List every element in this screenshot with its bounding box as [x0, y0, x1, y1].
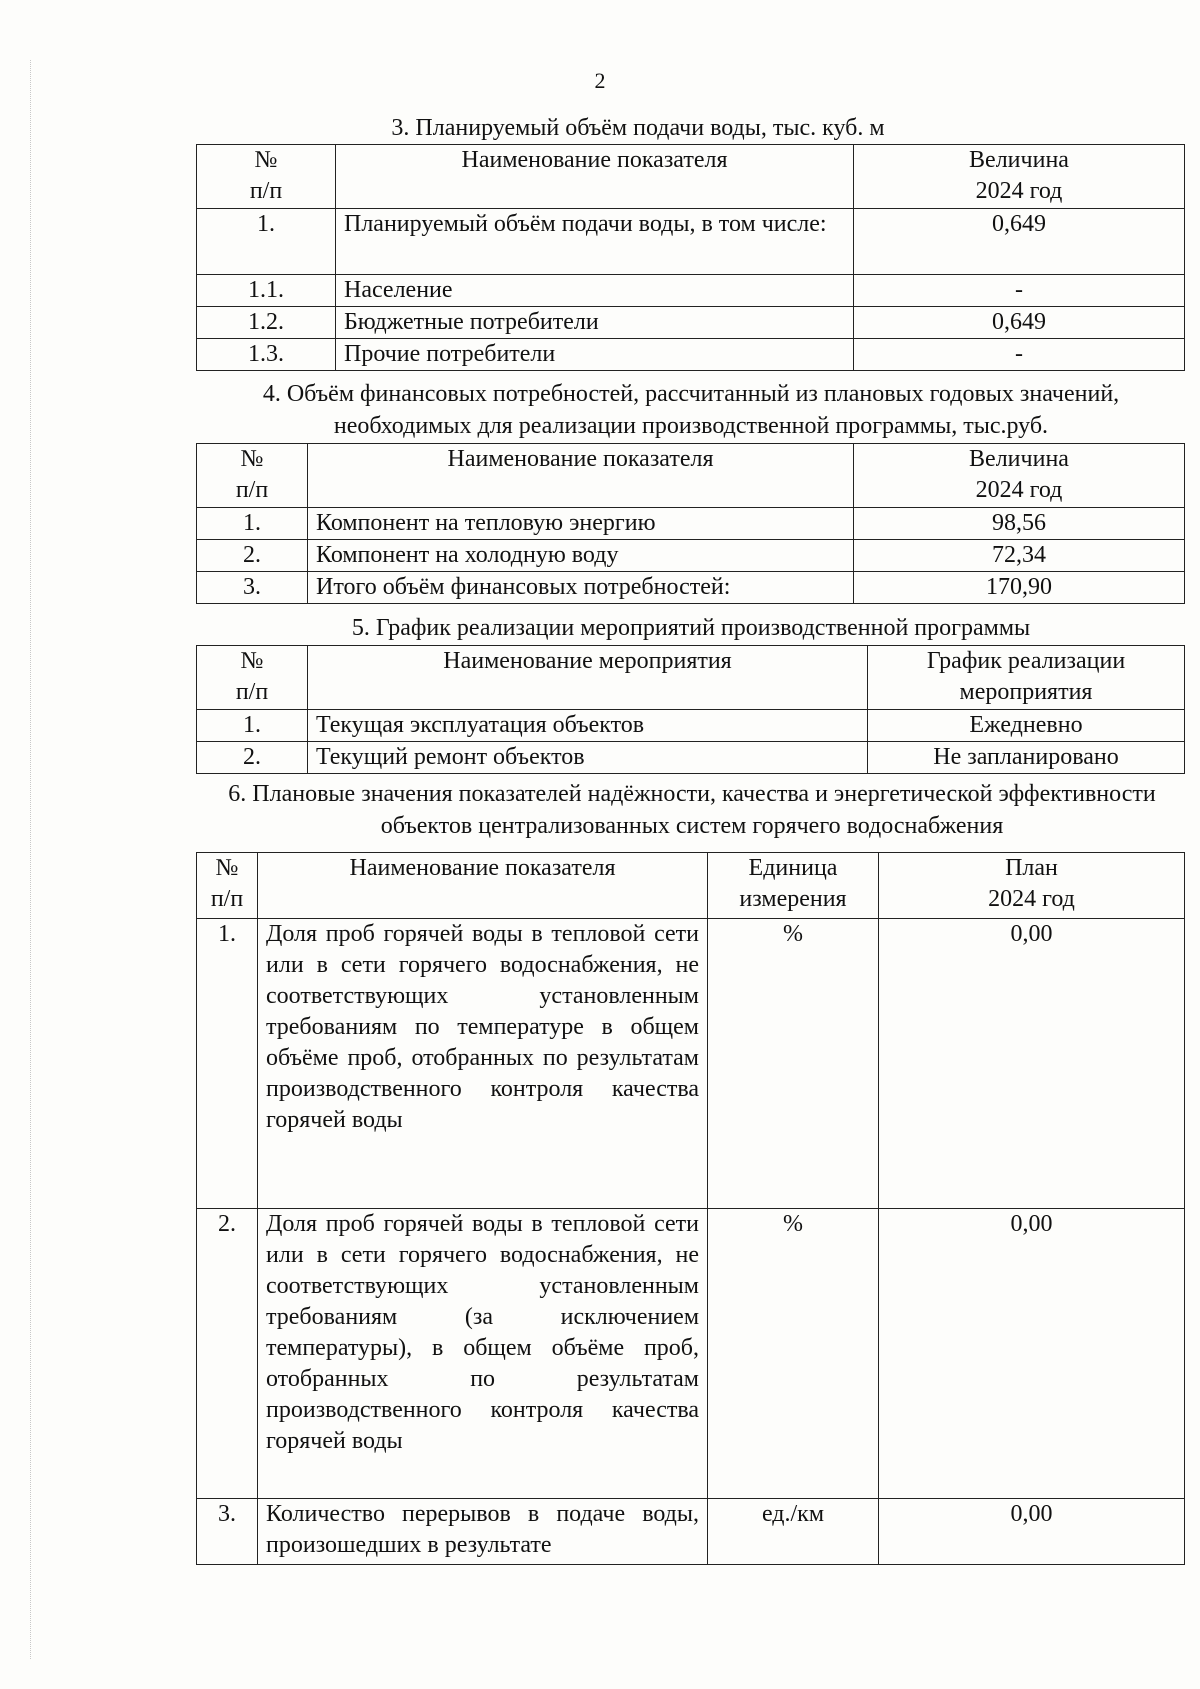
table-row — [197, 508, 1185, 540]
header-cell-value: Величина 2024 год — [854, 145, 1185, 209]
row-num: 1.1. — [197, 275, 336, 307]
row-name: Количество перерывов в подаче воды, произошедших в результате — [258, 1499, 708, 1565]
row-value: 0,649 — [854, 209, 1185, 275]
section-3-title: 3. Планируемый объём подачи воды, тыс. куб. м — [391, 115, 885, 141]
row-num: 1.3. — [197, 339, 336, 371]
table-header-row — [197, 853, 1185, 919]
section-4-table — [196, 443, 1185, 604]
row-name: Прочие потребители — [336, 339, 854, 371]
row-value: Ежедневно — [868, 710, 1185, 742]
row-num: 2. — [197, 1209, 258, 1499]
table-header-row — [197, 646, 1185, 710]
table-row — [197, 209, 1185, 275]
section-6-table — [196, 852, 1185, 1565]
page-margin-line — [30, 60, 31, 1659]
row-name: Бюджетные потребители — [336, 307, 854, 339]
row-value: 72,34 — [854, 540, 1185, 572]
header-cell-num: № п/п — [197, 853, 258, 919]
row-unit: % — [708, 919, 879, 1209]
section-3-table — [196, 144, 1185, 371]
row-name: Компонент на холодную воду — [308, 540, 854, 572]
row-value: - — [854, 339, 1185, 371]
section-4-title: 4. Объём финансовых потребностей, рассчитанный из плановых годовых значений, необходимых для реализации производственной программы, тыс.руб. — [262, 381, 1120, 439]
row-num: 2. — [197, 742, 308, 774]
row-name: Планируемый объём подачи воды, в том числе: — [336, 209, 854, 275]
table-header-row — [197, 444, 1185, 508]
row-name: Доля проб горячей воды в тепловой сети или в сети горячего водоснабжения, не соответствующих установленным требованиям по температуре в общем объёме проб, отобранных по результатам производственного контроля качества горячей воды — [258, 919, 708, 1209]
table-header-row — [197, 145, 1185, 209]
row-num: 1. — [197, 710, 308, 742]
table-row — [197, 919, 1185, 1209]
header-cell-value: Величина 2024 год — [854, 444, 1185, 508]
header-cell-name: Наименование мероприятия — [308, 646, 868, 710]
section-5-table — [196, 645, 1185, 774]
row-value: 170,90 — [854, 572, 1185, 604]
table-row — [197, 339, 1185, 371]
row-num: 2. — [197, 540, 308, 572]
row-name: Текущий ремонт объектов — [308, 742, 868, 774]
table-row — [197, 742, 1185, 774]
row-num: 1. — [197, 209, 336, 275]
header-cell-name: Наименование показателя — [258, 853, 708, 919]
row-name: Население — [336, 275, 854, 307]
header-cell-num: № п/п — [197, 646, 308, 710]
header-cell-schedule: График реализации мероприятия — [868, 646, 1185, 710]
row-num: 1. — [197, 508, 308, 540]
row-value: 0,00 — [879, 1209, 1185, 1499]
row-num: 1.2. — [197, 307, 336, 339]
row-value: 0,649 — [854, 307, 1185, 339]
table-row — [197, 275, 1185, 307]
row-name: Компонент на тепловую энергию — [308, 508, 854, 540]
row-value: 98,56 — [854, 508, 1185, 540]
table-row — [197, 1209, 1185, 1499]
row-unit: % — [708, 1209, 879, 1499]
header-cell-name: Наименование показателя — [308, 444, 854, 508]
page-number: 2 — [594, 68, 606, 93]
row-num: 1. — [197, 919, 258, 1209]
table-row — [197, 307, 1185, 339]
table-row — [197, 540, 1185, 572]
table-row — [197, 710, 1185, 742]
row-name: Итого объём финансовых потребностей: — [308, 572, 854, 604]
header-cell-num: № п/п — [197, 444, 308, 508]
header-cell-name: Наименование показателя — [336, 145, 854, 209]
header-cell-plan: План 2024 год — [879, 853, 1185, 919]
row-name: Текущая эксплуатация объектов — [308, 710, 868, 742]
row-value: 0,00 — [879, 1499, 1185, 1565]
row-num: 3. — [197, 1499, 258, 1565]
row-value: 0,00 — [879, 919, 1185, 1209]
row-num: 3. — [197, 572, 308, 604]
table-row — [197, 572, 1185, 604]
table-row — [197, 1499, 1185, 1565]
header-cell-num: № п/п — [197, 145, 336, 209]
row-name: Доля проб горячей воды в тепловой сети или в сети горячего водоснабжения, не соответствующих установленным требованиям (за исключением температуры), в общем объёме проб, отобранных по результатам производственного контроля качества горячей воды — [258, 1209, 708, 1499]
row-value: - — [854, 275, 1185, 307]
row-unit: ед./км — [708, 1499, 879, 1565]
section-6-title: 6. Плановые значения показателей надёжности, качества и энергетической эффективности объектов централизованных систем горячего водоснабжения — [228, 781, 1156, 839]
section-5-title: 5. График реализации мероприятий производственной программы — [351, 615, 1031, 641]
header-cell-unit: Единица измерения — [708, 853, 879, 919]
row-value: Не запланировано — [868, 742, 1185, 774]
